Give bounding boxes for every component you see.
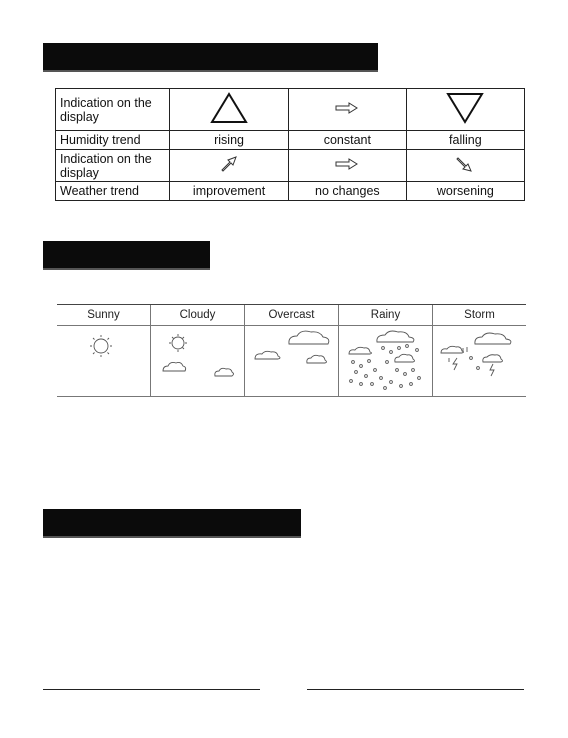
header-storm: Storm <box>433 305 527 326</box>
clouds-icon <box>245 326 338 396</box>
cell-rainy <box>339 326 433 397</box>
table-row <box>57 326 526 397</box>
table-header-row <box>57 305 526 326</box>
cell-storm <box>433 326 527 397</box>
arrow-right-icon <box>334 101 360 115</box>
cell-falling-indicator <box>406 89 524 131</box>
sun-cloud-icon <box>151 326 244 396</box>
cell-no-change-indicator <box>288 150 406 182</box>
arrow-up-right-icon <box>219 155 239 173</box>
arrow-down-right-icon <box>455 155 475 173</box>
table-row <box>56 182 525 201</box>
section-header-bar-1 <box>43 43 378 72</box>
table-row <box>56 131 525 150</box>
row-label: Weather trend <box>56 182 170 201</box>
row-label: Indication on the display <box>56 150 170 182</box>
cell-sunny <box>57 326 151 397</box>
cell-overcast <box>245 326 339 397</box>
header-sunny: Sunny <box>57 305 151 326</box>
cell-improvement-indicator <box>170 150 289 182</box>
arrow-right-icon <box>334 157 360 171</box>
header-cloudy: Cloudy <box>151 305 245 326</box>
cell-constant-indicator <box>288 89 406 131</box>
cell-worsening-indicator <box>406 150 524 182</box>
cell-text: rising <box>170 131 289 150</box>
weather-icon-table <box>57 304 526 397</box>
row-label: Humidity trend <box>56 131 170 150</box>
row-label: Indication on the display <box>56 89 170 131</box>
sun-icon <box>57 326 150 396</box>
triangle-down-icon <box>445 91 485 125</box>
cell-text: falling <box>406 131 524 150</box>
header-rainy: Rainy <box>339 305 433 326</box>
footer-rule-left <box>43 689 260 690</box>
cell-cloudy <box>151 326 245 397</box>
rain-icon <box>339 326 432 396</box>
section-header-bar-3 <box>43 509 301 538</box>
triangle-up-icon <box>209 91 249 125</box>
table-row <box>56 89 525 131</box>
cell-rising-indicator <box>170 89 289 131</box>
section-header-bar-2 <box>43 241 210 270</box>
cell-text: no changes <box>288 182 406 201</box>
cell-text: worsening <box>406 182 524 201</box>
table-row <box>56 150 525 182</box>
storm-icon <box>433 326 526 396</box>
header-overcast: Overcast <box>245 305 339 326</box>
footer-rule-right <box>307 689 524 690</box>
trend-table <box>55 88 525 201</box>
cell-text: constant <box>288 131 406 150</box>
cell-text: improvement <box>170 182 289 201</box>
